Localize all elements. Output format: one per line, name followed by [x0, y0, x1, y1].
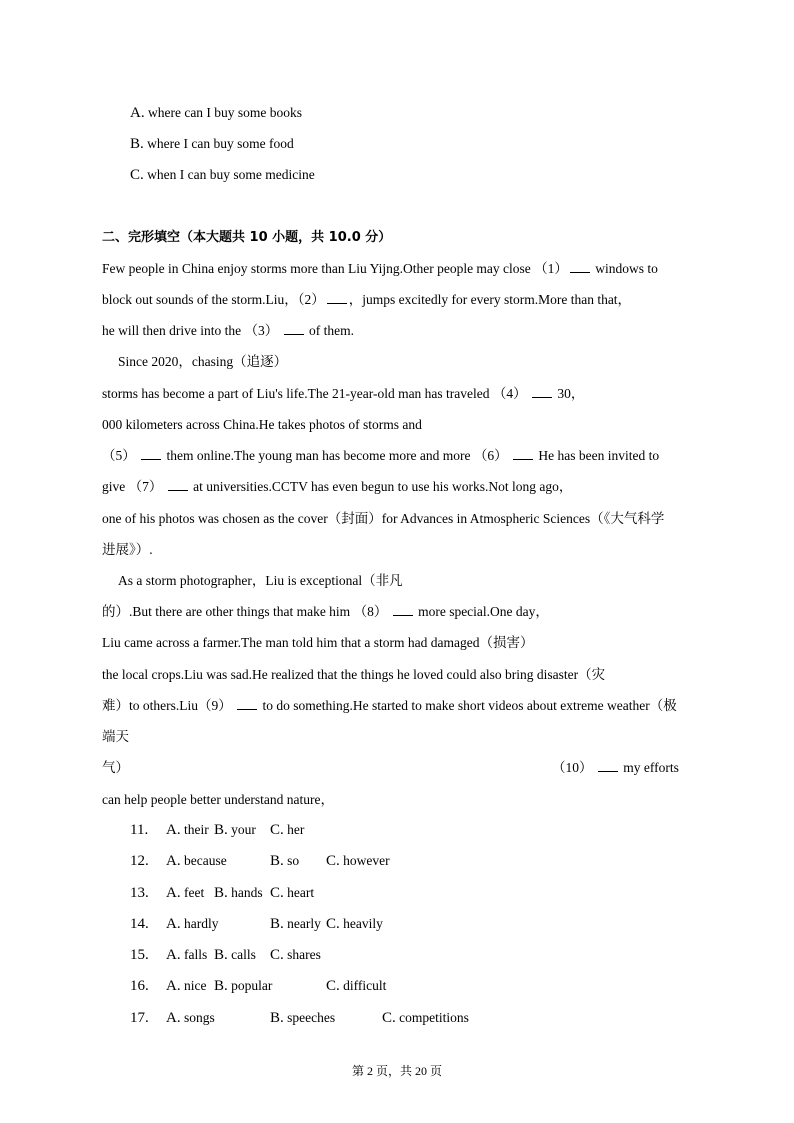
passage-line: 的）.But there are other things that make him （8） more special.One day，	[102, 604, 549, 619]
passage-line: the local crops.Liu was sad.He realized that the things he loved could also bring disaster（灾	[102, 667, 606, 682]
blank-4[interactable]	[532, 386, 552, 398]
blank-2[interactable]	[327, 292, 347, 304]
blank-9[interactable]	[237, 698, 257, 710]
option-a[interactable]: A. songs	[166, 1010, 215, 1026]
section-title: 二、完形填空（本大题共 10 小题，共 10.0 分）	[102, 230, 392, 245]
option-a[interactable]: A. falls	[166, 947, 208, 963]
option-a[interactable]: A. nice	[166, 978, 207, 994]
option-c[interactable]: C. shares	[270, 947, 321, 963]
option-c[interactable]: C. heart	[270, 885, 315, 901]
prev-option-a: A. where can I buy some books	[130, 105, 303, 121]
passage-line: Since 2020，chasing（追逐）	[118, 354, 288, 369]
passage-line: give （7） at universities.CCTV has even begun to use his works.Not long ago，	[102, 479, 573, 494]
passage-line: one of his photos was chosen as the cover（封面）for Advances in Atmospheric Sciences（《大气科学	[102, 511, 665, 526]
passage-line: 端天	[102, 729, 129, 744]
option-b[interactable]: B. so	[270, 853, 300, 869]
question-number: 13.	[130, 885, 149, 901]
option-a[interactable]: A. feet	[166, 885, 205, 901]
option-b[interactable]: B. popular	[214, 978, 273, 994]
option-c[interactable]: C. heavily	[326, 916, 383, 932]
passage-line: storms has become a part of Liu's life.The 21-year-old man has traveled （4） 30，	[102, 386, 585, 401]
blank-10[interactable]	[598, 760, 618, 772]
option-b[interactable]: B. hands	[214, 885, 263, 901]
passage-line: 000 kilometers across China.He takes photos of storms and	[102, 417, 422, 432]
question-number: 12.	[130, 853, 149, 869]
passage-line: 难）to others.Liu（9） to do something.He started to make short videos about extreme weather（极	[102, 698, 677, 713]
question-number: 14.	[130, 916, 149, 932]
question-number: 15.	[130, 947, 149, 963]
blank-3[interactable]	[284, 323, 304, 335]
passage-line: As a storm photographer，Liu is exceptional（非凡	[118, 573, 403, 588]
page-footer: 第 2 页，共 20 页	[351, 1064, 442, 1078]
option-c[interactable]: C. competitions	[382, 1010, 469, 1026]
passage-line: 进展》）.	[102, 542, 153, 557]
passage-line: block out sounds of the storm.Liu，（2） ，jumps excitedly for every storm.More than that，	[102, 292, 632, 307]
option-b[interactable]: B. nearly	[270, 916, 321, 932]
passage-line: Few people in China enjoy storms more than Liu Yijng.Other people may close （1） windows to	[102, 261, 658, 276]
option-b[interactable]: B. speeches	[270, 1010, 336, 1026]
question-number: 17.	[130, 1010, 149, 1026]
option-b[interactable]: B. calls	[214, 947, 256, 963]
option-c[interactable]: C. her	[270, 822, 305, 838]
prev-option-c: C. when I can buy some medicine	[130, 167, 315, 183]
passage-line: Liu came across a farmer.The man told him that a storm had damaged（损害）	[102, 635, 534, 650]
option-c[interactable]: C. difficult	[326, 978, 387, 994]
question-number: 11.	[130, 822, 149, 838]
passage-line: can help people better understand nature，	[102, 792, 335, 807]
blank-6[interactable]	[513, 448, 533, 460]
blank-7[interactable]	[168, 479, 188, 491]
option-a[interactable]: A. because	[166, 853, 227, 869]
prev-option-b: B. where I can buy some food	[130, 136, 294, 152]
blank-8[interactable]	[393, 604, 413, 616]
question-number: 16.	[130, 978, 149, 994]
option-c[interactable]: C. however	[326, 853, 390, 869]
passage-line: （10） my efforts	[552, 760, 679, 775]
passage-line: （5） them online.The young man has become more and more （6） He has been invited to	[102, 448, 660, 463]
blank-1[interactable]	[570, 261, 590, 273]
option-b[interactable]: B. your	[214, 822, 256, 838]
blank-5[interactable]	[141, 448, 161, 460]
passage-line: he will then drive into the （3） of them.	[102, 323, 354, 338]
option-a[interactable]: A. their	[166, 822, 209, 838]
passage-line: 气）	[102, 760, 129, 775]
option-a[interactable]: A. hardly	[166, 916, 219, 932]
